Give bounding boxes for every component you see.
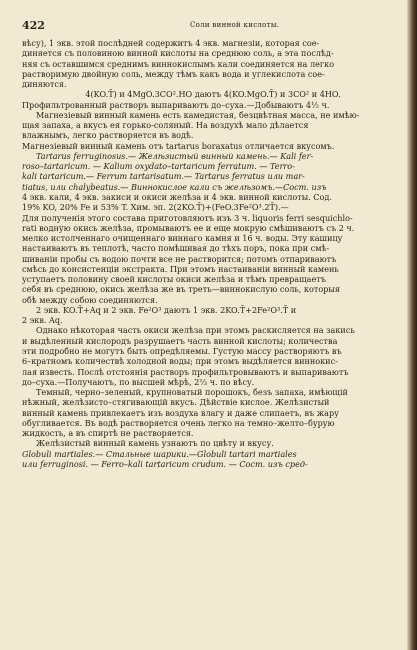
book-spine-shadow <box>407 0 417 650</box>
text-line: лая известь. Послѣ отстоянія растворъ профильтровываютъ и выпариваютъ <box>22 366 349 377</box>
text-line: Темный, черно–зеленый, крупноватый порошокъ, безъ запаха, имѣющій <box>36 387 348 398</box>
page-header <box>22 19 402 33</box>
text-line: вѣсу), 1 экв. этой послѣдней содержитъ 4 экв. магнезіи, которая сое- <box>22 38 320 48</box>
text-line: и выдѣленный кислородъ разрушаетъ часть винной кислоты; количества <box>22 335 338 346</box>
text-line: жидкость, а въ спиртѣ не растворяется. <box>22 428 194 439</box>
text-line: уступаетъ половину своей кислоты окиси желѣза и тѣмъ превращаетъ <box>22 274 326 285</box>
text-line: Для полученія этого состава приготовляютъ изъ 3 ч. liquoris ferri sesquichlo- <box>22 212 353 223</box>
formula-line: 2 экв. KO.T̄+Aq и 2 экв. Fe²O³ даютъ 1 экв. 2KO.T̄+2Fe²O³.T̄ и <box>36 304 297 315</box>
text-line: диняется съ половиною винной кислоты на среднюю соль, а эта послѣд- <box>22 48 334 59</box>
text-line: влажнымъ, легко растворяется въ водѣ. <box>22 130 194 141</box>
text-line: винный камень привлекаетъ изъ воздуха влагу и даже слипаетъ, въ жару <box>22 407 339 418</box>
text-line: 19% KO, 20% Fe и 53% T. Хим. эп. 2(2KO.T̄)+(FeO.3Fe²O³.2T̄).— <box>22 202 289 213</box>
text-line: обѣ между собою соединяются. <box>22 294 158 305</box>
text-line: нѣжный, желѣзисто–стягивающій вкусъ. Дѣйствіе кислое. Желѣзистый <box>22 397 330 408</box>
running-head: Соли винной кислоты. <box>190 21 280 29</box>
text-line: rati водную окись желѣза, промываютъ ее и еще мокрую смѣшиваютъ съ 2 ч. <box>22 222 355 233</box>
text-line: эти подробно не могутъ быть опредѣляемы. Густую массу растворяютъ въ <box>22 345 342 356</box>
text-line: Однако нѣкоторая часть окиси желѣза при этомъ раскисляется на закись <box>36 325 355 336</box>
entry-heading-line: или ferruginosi. — Ferro–kali tartaricum crudum. — Сост. изъ сред- <box>22 458 308 469</box>
text-line: смѣсь до консистенціи экстракта. При этомъ настаиваніи винный камень <box>22 263 339 274</box>
text-line: до–суха.—Получаютъ, по высшей мѣрѣ, 2⅔ ч. по вѣсу. <box>22 376 255 387</box>
page-number: 422 <box>22 19 45 32</box>
entry-heading-line: Globuli martiales.— Стальные шарики.—Globuli tartari martiales <box>22 448 297 459</box>
formula-line: 4(KO.T̄) и 4MgO.3CO².HO даютъ 4(KO.MgO.T̄) и 3CO² и 4HO. <box>85 89 341 100</box>
text-line: шиваніи пробы съ водою почти все не растворится; потомъ отпариваютъ <box>22 253 337 264</box>
entry-heading-line: kali tartaricum.— Ferrum tartarisatum.— Tartarus ferratus или mar- <box>22 171 305 182</box>
text-line: 4 экв. кали, 4 экв. закиси и окиси желѣза и 4 экв. винной кислоты. Сод. <box>22 191 332 202</box>
text-line: 6–кратномъ количествѣ холодной воды; при этомъ выдѣляется виннокис- <box>22 356 338 367</box>
text-line: щая запаха, а вкусъ ея горько-соляный. На воздухѣ мало дѣлается <box>22 120 309 131</box>
entry-heading-line: roso–tartaricum. — Kalium oxydato–tartaricum ferratum. — Terro- <box>22 161 295 172</box>
text-line: обугливается. Въ водѣ растворяется очень легко на темно–желто–бурую <box>22 417 335 428</box>
page-body <box>22 38 404 469</box>
text-line: растворимую двойную соль, между тѣмъ какъ вода и углекислота сое- <box>22 68 325 79</box>
text-line: Желѣзистый винный камень узнаютъ по цвѣту и вкусу. <box>36 438 274 449</box>
text-line: няя съ оставшимся среднимъ виннокислымъ кали соединяется на легко <box>22 58 335 69</box>
text-line: себя въ среднюю, окись желѣза же въ треть—виннокислую соль, которыя <box>22 284 340 295</box>
entry-heading-line: tiatus, или chalybeatus.— Виннокислое кали съ желѣзомъ.—Сост. изъ <box>22 181 327 192</box>
text-line: диняются. <box>22 79 67 90</box>
text-line: настаиваютъ въ теплотѣ, часто помѣшивая до тѣхъ поръ, пока при смѣ- <box>22 243 330 254</box>
text-line: Профильтрованный растворъ выпариваютъ до–суха.—Добываютъ 4½ ч. <box>22 99 330 110</box>
text-line: Магнезіевый винный камень есть камедистая, безцвѣтная масса, не имѣю- <box>36 109 360 120</box>
text-line: Магнезіевый винный камень отъ tartarus boraxatus отличается вкусомъ. <box>22 140 335 151</box>
entry-heading-line: Tartarus ferruginosus.— Желѣзистый винный камень.— Kali fer- <box>36 150 314 161</box>
text-line: мелко истолченнаго очищеннаго виннаго камня и 16 ч. воды. Эту кашицу <box>22 233 343 244</box>
formula-line: 2 экв. Aq. <box>22 315 63 326</box>
